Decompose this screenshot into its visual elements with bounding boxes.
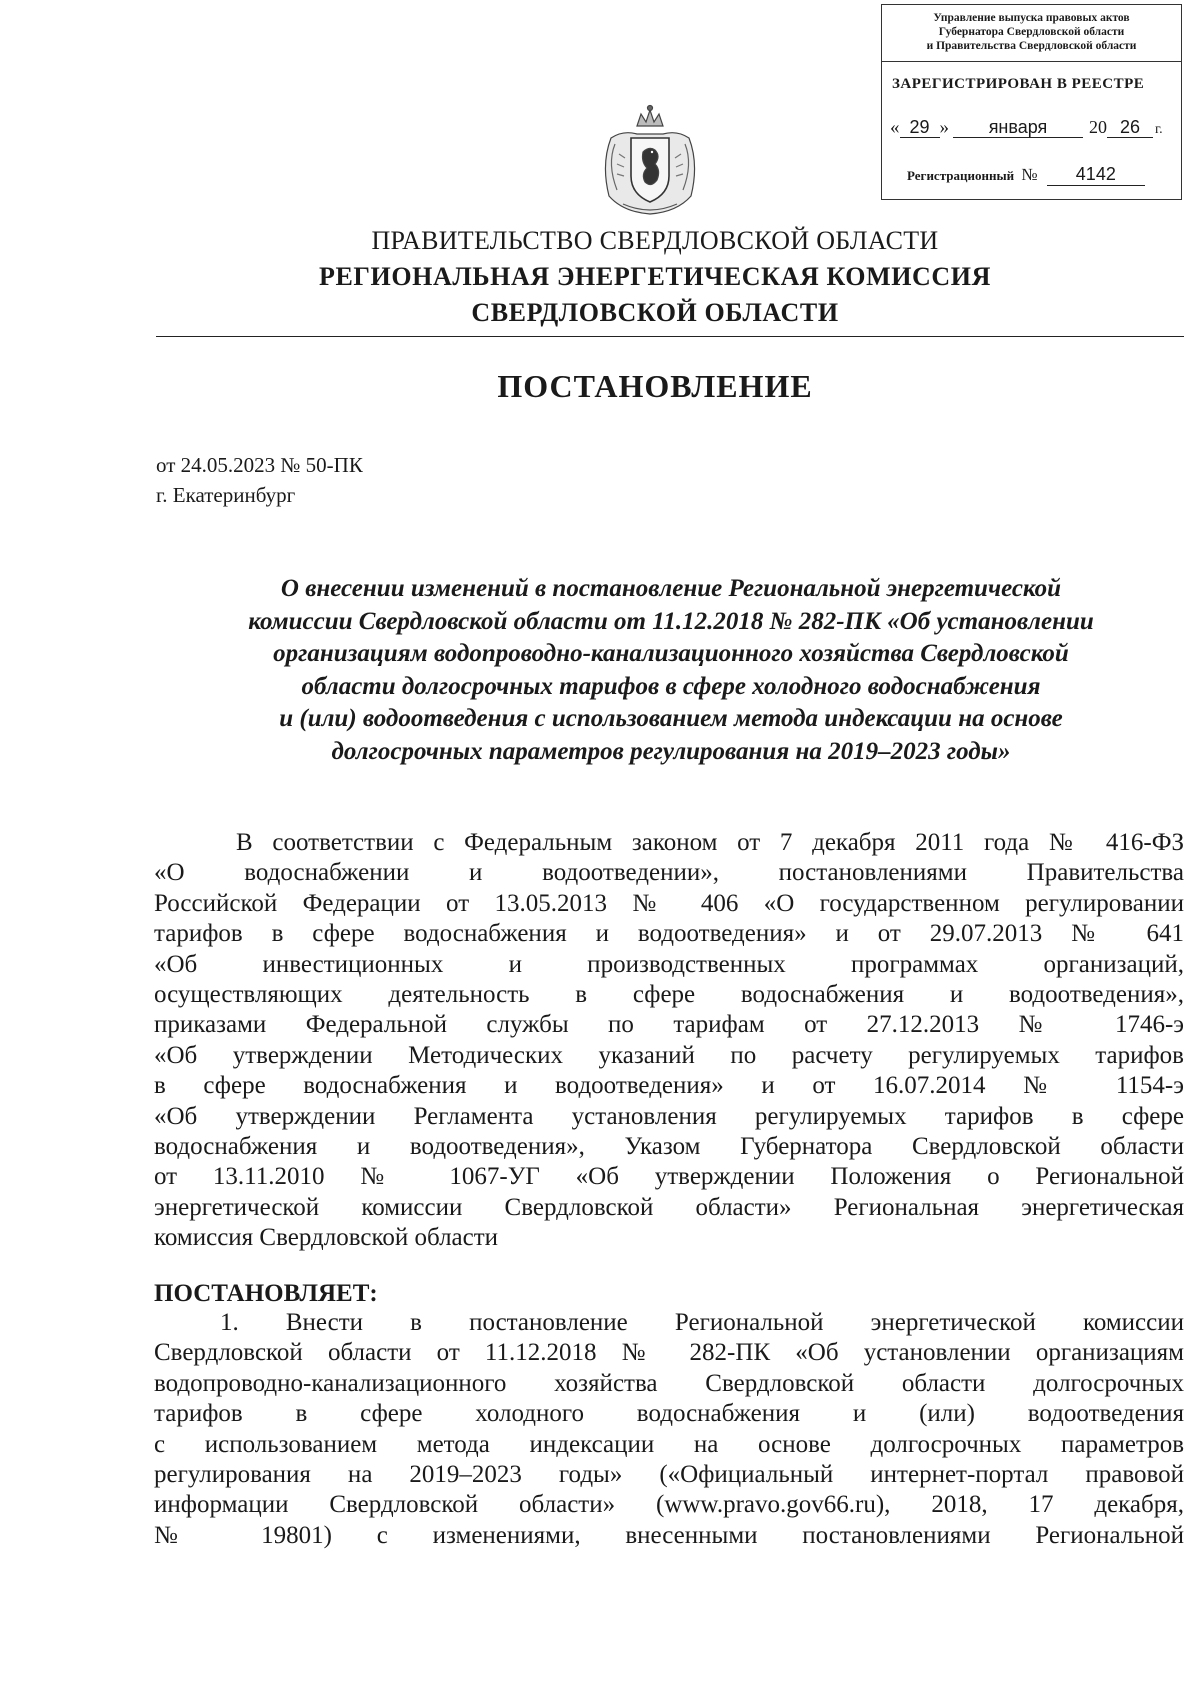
item-line: Свердловской области от 11.12.2018 № 282-ПК «Об установлении организациям xyxy=(154,1339,1184,1367)
item-line: информации Свердловской области» (www.pravo.gov66.ru), 2018, 17 декабря, xyxy=(154,1491,1184,1519)
document-type: ПОСТАНОВЛЕНИЕ xyxy=(497,368,813,404)
stamp-reg-no-sign: № xyxy=(1021,165,1038,184)
registration-stamp xyxy=(881,4,1182,200)
preamble-line: Российской Федерации от 13.05.2013 № 406 «О государственном регулировании xyxy=(154,889,1184,917)
item-line: 1. Внести в постановление Региональной энергетической комиссии xyxy=(220,1309,1184,1336)
title-line: и (или) водоотведения с использованием метода индексации на основе xyxy=(279,705,1063,732)
item-line: тарифов в сфере холодного водоснабжения и (или) водоотведения xyxy=(154,1400,1184,1428)
stamp-reg-number xyxy=(907,164,1145,186)
title-line: О внесении изменений в постановление Региональной энергетической xyxy=(280,575,1062,602)
preamble-line: от 13.11.2010 № 1067-УГ «Об утверждении Положения о Региональной xyxy=(154,1163,1184,1191)
title-line: организациям водопроводно-канализационного хозяйства Свердловской xyxy=(273,640,1069,667)
government-name: ПРАВИТЕЛЬСТВО СВЕРДЛОВСКОЙ ОБЛАСТИ xyxy=(371,226,939,255)
title-line: комиссии Свердловской области от 11.12.2018 № 282-ПК «Об установлении xyxy=(248,607,1094,635)
decree-word: ПОСТАНОВЛЯЕТ: xyxy=(154,1280,378,1307)
preamble-line: «Об инвестиционных и производственных программах организаций, xyxy=(154,950,1184,978)
preamble-line: В соответствии с Федеральным законом от 7 декабря 2011 года № 416-ФЗ xyxy=(236,829,1184,856)
stamp-date-close-quote: » xyxy=(939,117,949,138)
document-meta xyxy=(156,450,363,510)
commission-name-line1: РЕГИОНАЛЬНАЯ ЭНЕРГЕТИЧЕСКАЯ КОМИССИЯ xyxy=(318,262,992,291)
preamble-line: комиссия Свердловской области xyxy=(154,1224,499,1252)
stamp-registered-label: ЗАРЕГИСТРИРОВАН В РЕЕСТРЕ xyxy=(892,76,1145,92)
stamp-office-line: и Правительства Свердловской области xyxy=(926,40,1137,52)
stamp-date-year-suffix: 26 xyxy=(1107,117,1153,138)
preamble-line: приказами Федеральной службы по тарифам от 27.12.2013 № 1746-э xyxy=(154,1011,1184,1039)
preamble-paragraph xyxy=(154,828,1184,1254)
stamp-date-year-prefix: 20 xyxy=(1089,117,1107,137)
title-line: долгосрочных параметров регулирования на 2019–2023 годы» xyxy=(331,737,1011,765)
preamble-line: в сфере водоснабжения и водоотведения» и от 16.07.2014 № 1154-э xyxy=(154,1072,1184,1100)
stamp-date xyxy=(890,117,1163,139)
stamp-date-open-quote: « xyxy=(890,117,900,138)
stamp-date-year-abbr: г. xyxy=(1155,122,1163,137)
preamble-line: «Об утверждении Методических указаний по расчету регулируемых тарифов xyxy=(154,1041,1184,1069)
document-city: г. Екатеринбург xyxy=(156,483,296,507)
title-line: области долгосрочных тарифов в сфере холодного водоснабжения xyxy=(301,672,1041,700)
preamble-line: «О водоснабжении и водоотведении», постановлениями Правительства xyxy=(154,859,1184,887)
stamp-date-month: января xyxy=(953,117,1083,138)
item-line: водопроводно-канализационного хозяйства Свердловской области долгосрочных xyxy=(154,1369,1184,1397)
preamble-line: осуществляющих деятельность в сфере водоснабжения и водоотведения», xyxy=(154,981,1184,1009)
stamp-office xyxy=(882,5,1181,62)
preamble-line: «Об утверждении Регламента установления регулируемых тарифов в сфере xyxy=(154,1102,1184,1130)
stamp-date-day: 29 xyxy=(900,117,940,138)
document-date-number: от 24.05.2023 № 50-ПК xyxy=(156,453,363,477)
preamble-line: тарифов в сфере водоснабжения и водоотведения» и от 29.07.2013 № 641 xyxy=(154,920,1184,948)
item-line: регулирования на 2019–2023 годы» («Официальный интернет-портал правовой xyxy=(154,1461,1184,1489)
item-line: с использованием метода индексации на основе долгосрочных параметров xyxy=(154,1430,1184,1458)
stamp-office-line: Управление выпуска правовых актов xyxy=(933,12,1130,24)
preamble-line: водоснабжения и водоотведения», Указом Губернатора Свердловской области xyxy=(154,1133,1184,1161)
header-divider xyxy=(156,336,1184,337)
item-line: № 19801) с изменениями, внесенными постановлениями Региональной xyxy=(154,1521,1184,1549)
stamp-office-line: Губернатора Свердловской области xyxy=(938,26,1125,38)
preamble-line: энергетической комиссии Свердловской области» Региональная энергетическая xyxy=(154,1193,1184,1221)
stamp-reg-label: Регистрационный xyxy=(907,168,1015,183)
item-1-paragraph xyxy=(154,1308,1184,1551)
coat-of-arms-emblem xyxy=(597,104,703,218)
stamp-reg-value: 4142 xyxy=(1047,164,1145,186)
document-title xyxy=(156,573,1186,768)
commission-name-line2: СВЕРДЛОВСКОЙ ОБЛАСТИ xyxy=(471,298,839,327)
